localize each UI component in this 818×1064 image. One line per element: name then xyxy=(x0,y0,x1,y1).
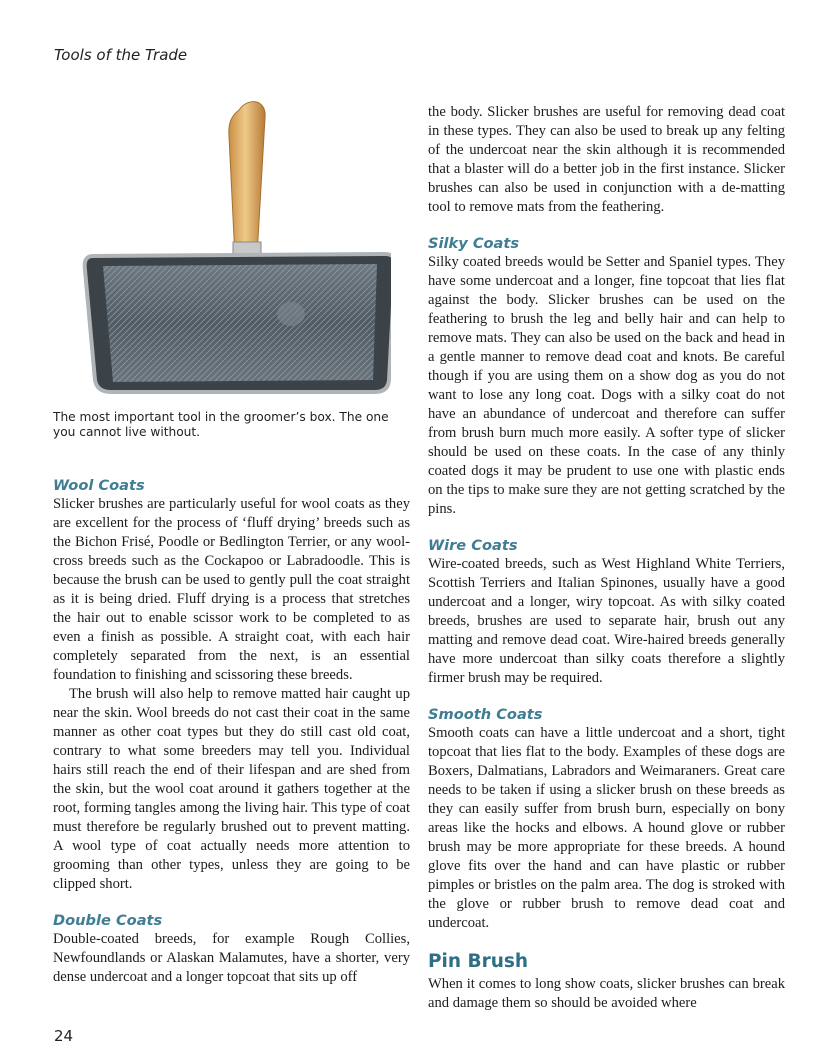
silky-paragraph: Silky coated breeds would be Setter and Spaniel types. They have some undercoat and a longer, fine topcoat that lies flat against the body. Slicker brushes can be used on the feathering to brush the leg and belly hair and can help to remove mats. They can also be used on the back and head in a gentle manner to remove dead coat and knots. Be careful though if you are using them on a show dog as you do not want to lose any long coat. Dogs with a silky coat do not have an abundance of undercoat and therefore can suffer from brush burn much more easily. A softer type of slicker should be used on these coats. In the case of any thinly coated dogs it may be prudent to use one with plastic ends on the tips to make sure they are not getting scratched by the pins. xyxy=(428,254,785,517)
wooden-handle xyxy=(229,102,265,258)
page-number: 24 xyxy=(54,1027,74,1045)
wool-paragraph-1: Slicker brushes are particularly useful for wool coats as they are excellent for the process of ‘fluff drying’ breeds such as the Bichon Frisé, Poodle or Bedlington Terrier, or any wool-cross breeds such as the Cockapoo or Labradoodle. This is because the brush can be used to gently pull the coat straight as it is being dried. Fluff drying is a process that stretches the hair out to enable scissor work to be completed to as even a finish as possible. A straight coat, with each hair completely separated from the next, is an essential foundation to finishing and scissoring these breeds. xyxy=(53,496,410,683)
wool-paragraph-2: The brush will also help to remove matted hair caught up near the skin. Wool breeds do not cast their coat in the same manner as other coat types but they do still cast old coat, contrary to what some breeders may tell you. Individual hairs still reach the end of their lifespan and are shed from the skin, but the wool coat around it gathers together at the root, forming tangles among the living hair. This type of coat must therefore be regularly brushed out to prevent matting. A wool type of coat actually needs more attention to grooming than other types, unless they are going to be clipped short. xyxy=(53,686,410,892)
slicker-brush-photo xyxy=(71,96,410,396)
double-paragraph-start: Double-coated breeds, for example Rough Collies, Newfoundlands or Alaskan Malamutes, have a shorter, very dense undercoat and a longer topcoat that sits up off xyxy=(53,931,410,985)
heading-wool-coats: Wool Coats xyxy=(53,477,145,494)
left-column xyxy=(53,96,410,987)
running-header: Tools of the Trade xyxy=(54,46,188,64)
smooth-paragraph: Smooth coats can have a little undercoat and a short, tight topcoat that lies flat to the body. Examples of these dogs are Boxers, Dalmatians, Labradors and Weimaraners. Great care needs to be taken if using a slicker brush on these breeds as they can easily suffer from brush burn, especially on bony areas like the hocks and elbows. A hound glove or rubber brush may be more appropriate for these breeds. A hound glove fits over the hand and can have plastic or rubber pimples or bristles on the palm area. The dog is stroked with the glove or rubber brush to remove dead coat and undercoat. xyxy=(428,725,785,931)
heading-silky-coats: Silky Coats xyxy=(428,235,520,252)
wire-paragraph: Wire-coated breeds, such as West Highland White Terriers, Scottish Terriers and Italian Spinones, usually have a good undercoat and a longer, wiry topcoat. As with silky coated breeds, brushes are used to separate hair, brush out any matting and remove dead coat. Wire-haired breeds generally have more undercoat than silky coats therefore a slightly firmer brush may be required. xyxy=(428,556,785,686)
pin-brush-paragraph: When it comes to long show coats, slicker brushes can break and damage them so should be avoided where xyxy=(428,976,785,1011)
heading-pin-brush: Pin Brush xyxy=(428,951,529,972)
double-paragraph-continued: the body. Slicker brushes are useful for removing dead coat in these types. They can also be used to break up any felting of the undercoat near the skin although it is recommended that a blaster will do a better job in the first instance. Slicker brushes can also be used in conjunction with a de-matting tool to remove mats from the feathering. xyxy=(428,104,785,215)
heading-wire-coats: Wire Coats xyxy=(428,537,518,554)
slicker-brush-illustration xyxy=(71,96,391,396)
right-column xyxy=(428,103,785,1013)
figure-caption: The most important tool in the groomer’s box. The one you cannot live without. xyxy=(53,410,389,439)
heading-smooth-coats: Smooth Coats xyxy=(428,706,543,723)
heading-double-coats: Double Coats xyxy=(53,912,163,929)
